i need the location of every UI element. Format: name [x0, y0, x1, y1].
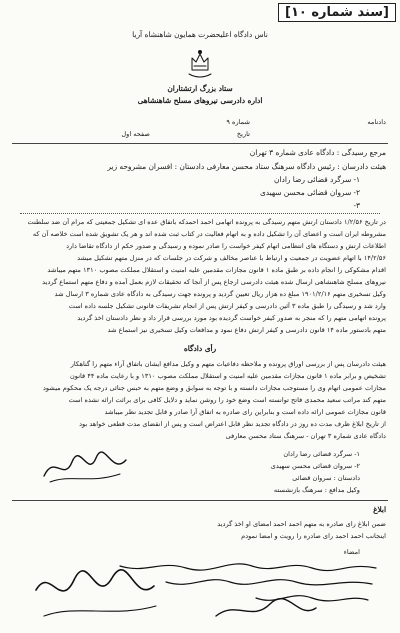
document-number-tag: [سند شماره ۱۰]: [278, 3, 396, 22]
judges-line: هیئت دادرسان : رئیس دادگاه سرهنگ ستاد محسن معارفی دادستان : افسران مشروحه زیر: [107, 162, 386, 171]
date-label: تاریخ: [236, 130, 250, 138]
judge-1: ۱- سرگرد قضائی رضا رادان: [274, 175, 360, 184]
org-main: اداره دادرسی نیروهای مسلح شاهنشاهی: [137, 96, 263, 105]
body-line: پرونده اتهامی متهم را که منجر به صدور کیفر خواست گردیده بود مورد بررسی قرار داد و نظر دادستان اخذ گردید: [77, 314, 386, 322]
body-line: اقدام مشکوکی را انجام داده بر طبق ماده ۱ قانون مجازات مقدمین علیه امنیت و استقلال مملکت مصوب ۱۳۱۰ متهم میباشد: [47, 266, 386, 274]
body-line: متهم کند مراتب سعید محمدی فاتح توانسته است وضع خود را روشن نماید و دلایل کافی برای برائت ارائه نشده است: [68, 396, 386, 404]
handwritten-note: [16, 560, 384, 628]
body-line: تشخیص و برابر ماده ۱ قانون مجازات مقدمین علیه امنیت و استقلال مملکت مصوب ۱۳۱۰ و با رعایت ماده ۴۴ قانون: [69, 372, 386, 380]
judge-3: ۳-: [353, 201, 360, 210]
ref-line: مرجع رسیدگی : دادگاه عادی شماره ۳ تهران: [249, 148, 386, 157]
amza-label: امضاء: [343, 548, 360, 556]
signature-divider: [12, 500, 388, 501]
body-line: اطلاعات ارتش و دستگاه های انتظامی اتهام کیفر خواست را صادر نموده و رسیدگی و صدور حکم از دادگاه تقاضا دارد: [66, 242, 386, 250]
body-line: متهم بادستور ماده ۱۴ قانون دادرسی و کیفر ارتش دفاع نمود و مدافعات وکیل تسخیری نیز استماع شد: [107, 326, 386, 334]
body-line: وکیل تسخیری متهم ۱۹۰۱/۲/۱۶ مبلغ ده هزار ریال تعیین گردید و پرونده جهت رسیدگی به دادگاه عادی شماره ۳ ارسال شد: [54, 290, 386, 298]
judge-2: ۲- سروان قضائی محسن سهیدی: [259, 188, 360, 197]
section-title: رأی دادگاه: [183, 344, 217, 353]
dotted-separator: [20, 213, 380, 214]
signature-line: وکیل مدافع : سرهنگ بازنشسته: [273, 486, 360, 494]
signature-line: ۱- سرگرد قضائی رضا رادان: [283, 450, 360, 458]
body-line: از تاریخ ابلاغ ظرف مدت ده روز در دادگاه تجدید نظر قابل اعتراض است و پس از انقضای مدت قطعی خواهد بود: [79, 420, 386, 428]
body-line: مجازات عمومی اتهام وی را مستوجب مجازات دانسته و با توجه به سوابق و وضع متهم به حبس جنائی درجه یک محکوم میشود: [42, 384, 386, 392]
emblem-icon: [183, 46, 217, 80]
header-divider: [12, 143, 388, 144]
bottom-line: ضمن ابلاغ رای صادره به متهم احمد احمد امضای او اخذ گردید: [217, 520, 386, 528]
body-line: هیئت دادرسان پس از بررسی اوراق پرونده و ملاحظه دفاعیات متهم و وکیل مدافع ایشان باتفاق آراء متهم را گناهکار: [70, 360, 386, 368]
bottom-label: ابلاغ: [373, 505, 386, 514]
body-line: دادگاه عادی شماره ۳ تهران - سرهنگ ستاد محسن معارفی: [225, 432, 386, 440]
body-line: در تاریخ ۱/۲/۵۶ دادستان ارتش متهم رسیدگی به پرونده اتهامی احمد احمدکه باتفاق عده ای تشکیل جمعیتی که مرام آن ضد سلطنت: [27, 218, 386, 226]
body-line: ۱۴/۲/۵۶ با اتهام عضویت در جمعیت و ارتباط با عناصر مخالف و شرکت در جلسات که در منزل متهم تشکیل میشد: [77, 254, 386, 262]
number-value: ۹: [226, 118, 230, 126]
page-label: صفحه اول: [121, 130, 150, 138]
handwritten-signature-1: [40, 448, 130, 488]
body-line: مشروطه ایران است و اعضای آن را تشکیل داده و به اتهام فعالیت در کتاب ثبت شده اند و هر یک تشویق شده است خلاصه آن که: [32, 230, 386, 238]
body-line: نیروهای مسلح شاهنشاهی ارسال شده هیئت دادرسی ارجاع پس از آنجا که تحقیقات لازم بعمل آمده و دفاع متهم استماع گردید: [42, 278, 386, 286]
stamp-line: ناس دادگاه اعلیحضرت همایون شاهنشاه آریا: [132, 30, 268, 39]
org-top: ستاد بزرگ ارتشتاران: [167, 84, 233, 93]
number-label: شماره: [232, 118, 250, 126]
bottom-line: اینجانب احمد احمد رای صادره را رویت و امضا نمودم: [241, 532, 386, 540]
dadnameh-label: دادنامه: [367, 118, 386, 126]
signature-line: ۲- سروان قضائی محسن سهیدی: [270, 462, 360, 470]
body-line: قانون مجازات عمومی ارائه داده است و بنابراین رای صادره به اتفاق آرا صادر و قابل تجدید نظر میباشد: [104, 408, 386, 416]
body-line: وارد شد و رسیدگی را طبق ماده ۳ آئین دادرسی و کیفر ارتش پس از انجام تشریفات قانونی تشکیل جلسه داده است: [68, 302, 386, 310]
signature-line: دادستان : سروان قضائی: [292, 474, 360, 482]
number-field: [226, 118, 250, 126]
